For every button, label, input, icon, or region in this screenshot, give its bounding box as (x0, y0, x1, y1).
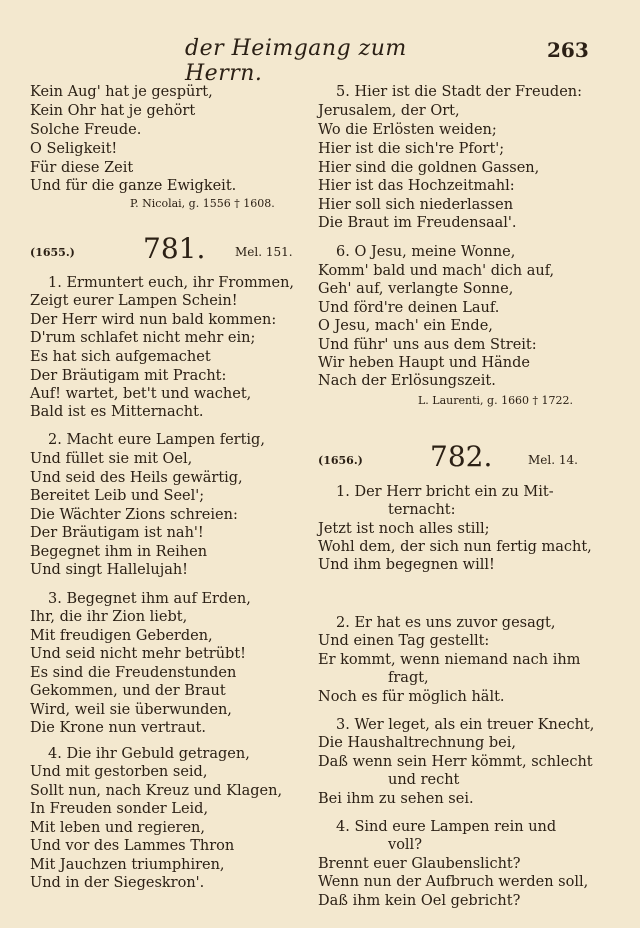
verse-line: Hier ist die sich're Pfort'; (318, 141, 505, 157)
verse-line: Hier sind die goldnen Gassen, (318, 160, 540, 176)
verse-line: 6. O Jesu, meine Wonne, (336, 244, 516, 260)
verse-line: Und singt Hallelujah! (30, 562, 189, 578)
verse-line: Nach der Erlösungszeit. (318, 373, 496, 389)
verse-line: 5. Hier ist die Stadt der Freuden: (336, 84, 582, 100)
verse-line: ternacht: (388, 502, 456, 518)
verse-line: Mit leben und regieren, (30, 820, 205, 836)
verse-line: Begegnet ihm in Reihen (30, 544, 208, 560)
verse-line: Und einen Tag gestellt: (318, 633, 490, 649)
verse-line: Und seid des Heils gewärtig, (30, 470, 243, 486)
verse-line: Für diese Zeit (30, 160, 134, 176)
verse-line: Wo die Erlösten weiden; (318, 122, 497, 138)
verse-line: 3. Begegnet ihm auf Erden, (48, 591, 251, 607)
verse-line: Und für die ganze Ewigkeit. (30, 178, 237, 194)
verse-line: Die Haushaltrechnung bei, (318, 735, 516, 751)
verse-line: 2. Macht eure Lampen fertig, (48, 432, 265, 448)
verse-line: Der Herr wird nun bald kommen: (30, 312, 277, 328)
verse-line: Auf! wartet, bet't und wachet, (30, 386, 252, 402)
verse-line: Hier ist das Hochzeitmahl: (318, 178, 515, 194)
verse-line: Zeigt eurer Lampen Schein! (30, 293, 238, 309)
verse-line: Wird, weil sie überwunden, (30, 702, 232, 718)
verse-line: Es hat sich aufgemachet (30, 349, 211, 365)
verse-line: Geh' auf, verlangte Sonne, (318, 281, 514, 297)
verse-line: O Jesu, mach' ein Ende, (318, 318, 493, 334)
hymn-reference: (1655.) (30, 246, 75, 259)
melody-reference: Mel. 151. (235, 245, 293, 259)
verse-line: Jerusalem, der Ort, (318, 103, 460, 119)
hymn-781-heading (30, 232, 302, 265)
verse-line: Komm' bald und mach' dich auf, (318, 263, 555, 279)
verse-line: Mit freudigen Geberden, (30, 628, 213, 644)
verse-line: Bereitet Leib und Seel'; (30, 488, 205, 504)
page-number: 263 (547, 38, 589, 62)
verse-line: fragt, (388, 670, 429, 686)
verse-line: Wir heben Haupt und Hände (318, 355, 530, 371)
hymn-reference: (1656.) (318, 454, 363, 467)
verse-line: Und füllet sie mit Oel, (30, 451, 193, 467)
verse-line: Brennt euer Glaubenslicht? (318, 856, 521, 872)
verse-line: Die Braut im Freudensaal'. (318, 215, 517, 231)
page-header-title: der Heimgang zum Herrn. (185, 36, 407, 86)
verse-line: voll? (388, 837, 422, 853)
melody-reference: Mel. 14. (528, 453, 578, 467)
verse-line: Und vor des Lammes Thron (30, 838, 235, 854)
verse-line: Solche Freude. (30, 122, 142, 138)
verse-line: O Seligkeit! (30, 141, 118, 157)
verse-line: 1. Ermuntert euch, ihr Frommen, (48, 275, 295, 291)
verse-line: Jetzt ist noch alles still; (318, 521, 490, 537)
verse-line: Die Wächter Zions schreien: (30, 507, 238, 523)
verse-line: Der Bräutigam mit Pracht: (30, 368, 227, 384)
verse-line: Bei ihm zu sehen sei. (318, 791, 474, 807)
verse-line: Und in der Siegeskron'. (30, 875, 205, 891)
verse-line: Daß ihm kein Oel gebricht? (318, 893, 521, 909)
verse-line: 3. Wer leget, als ein treuer Knecht, (336, 717, 595, 733)
verse-line: Und seid nicht mehr betrübt! (30, 646, 246, 662)
verse-line: Und ihm begegnen will! (318, 557, 495, 573)
verse-line: In Freuden sonder Leid, (30, 801, 209, 817)
verse-line: Und mit gestorben seid, (30, 764, 208, 780)
verse-line: Es sind die Freudenstunden (30, 665, 237, 681)
verse-line: Wenn nun der Aufbruch werden soll, (318, 874, 589, 890)
verse-line: Und förd're deinen Lauf. (318, 300, 500, 316)
verse-line: Kein Aug' hat je gespürt, (30, 84, 213, 100)
verse-line: Mit Jauchzen triumphiren, (30, 857, 225, 873)
verse-line: Wohl dem, der sich nun fertig macht, (318, 539, 592, 555)
hymn-number: 782. (430, 440, 493, 473)
author-attribution: L. Laurenti, g. 1660 † 1722. (418, 394, 574, 407)
verse-line: Gekommen, und der Braut (30, 683, 226, 699)
verse-line: Er kommt, wenn niemand nach ihm (318, 652, 581, 668)
verse-line: und recht (388, 772, 460, 788)
verse-line: Die Krone nun vertraut. (30, 720, 206, 736)
verse-line: 4. Die ihr Gebuld getragen, (48, 746, 250, 762)
hymn-number: 781. (143, 232, 206, 265)
verse-line: Kein Ohr hat je gehört (30, 103, 196, 119)
verse-line: Noch es für möglich hält. (318, 689, 505, 705)
verse-line: Hier soll sich niederlassen (318, 197, 514, 213)
verse-line: Und führ' uns aus dem Streit: (318, 337, 537, 353)
verse-line: Ihr, die ihr Zion liebt, (30, 609, 188, 625)
verse-line: Der Bräutigam ist nah'! (30, 525, 204, 541)
hymn-782-heading (318, 440, 593, 473)
verse-line: 2. Er hat es uns zuvor gesagt, (336, 615, 556, 631)
verse-line: 4. Sind eure Lampen rein und (336, 819, 557, 835)
verse-line: D'rum schlafet nicht mehr ein; (30, 330, 256, 346)
verse-line: 1. Der Herr bricht ein zu Mit- (336, 484, 554, 500)
verse-line: Bald ist es Mitternacht. (30, 404, 204, 420)
verse-line: Daß wenn sein Herr kömmt, schlecht (318, 754, 593, 770)
author-attribution: P. Nicolai, g. 1556 † 1608. (130, 197, 275, 210)
verse-line: Sollt nun, nach Kreuz und Klagen, (30, 783, 283, 799)
